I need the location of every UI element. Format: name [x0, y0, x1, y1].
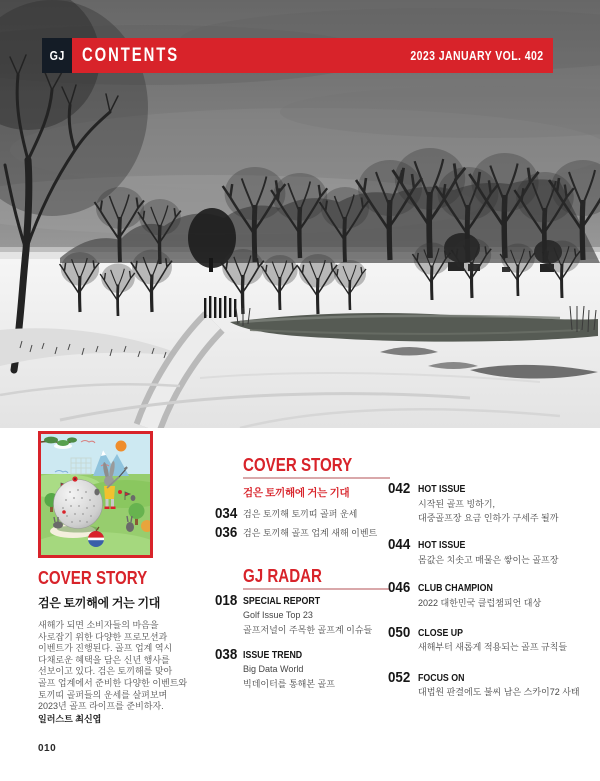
entry-line: Golf Issue Top 23 — [243, 610, 313, 620]
entry-line: 대법원 판결에도 불씨 남은 스카이72 사태 — [418, 687, 580, 698]
cover-illustration — [41, 434, 150, 555]
entry-page-number: 046 — [388, 580, 411, 597]
header-red-bar — [72, 38, 553, 73]
gj-logo — [42, 38, 72, 73]
toc-entry-044 — [388, 537, 588, 566]
entry-line: 빅데이터를 통해본 골프 — [243, 679, 335, 690]
cover-story-body — [38, 620, 188, 713]
entry-title: CLOSE UP — [418, 627, 463, 639]
entry-line: 골프저널이 주목한 골프계 이슈들 — [243, 624, 373, 635]
entry-page-number: 050 — [388, 624, 411, 641]
toc-entry-034 — [215, 505, 391, 522]
entry-title: HOT ISSUE — [418, 540, 466, 552]
entry-line: 대중골프장 요금 인하가 구세주 될까 — [418, 513, 559, 524]
entry-title: FOCUS ON — [418, 672, 465, 684]
body-line: 새해가 되면 소비자들의 마음을 — [38, 620, 159, 630]
entry-page-number: 034 — [215, 505, 238, 522]
body-line: 선보이고 있다. 검은 토끼해를 맞아 — [38, 666, 173, 677]
entry-line: 2022 대한민국 클럽챔피언 대상 — [418, 597, 542, 608]
entry-page-number: 044 — [388, 537, 411, 554]
cover-story-summary — [38, 568, 188, 725]
entry-page-number: 042 — [388, 481, 411, 497]
toc-entry-050 — [388, 624, 588, 654]
entry-line: 검은 토끼해 골프 업계 새해 이벤트 — [243, 527, 378, 538]
entry-title: HOT ISSUE — [418, 484, 466, 495]
entry-page-number: 018 — [215, 592, 238, 609]
page-number: 010 — [38, 743, 57, 754]
body-line: 다채로운 혜택을 담은 신년 행사를 — [38, 654, 170, 665]
cover-story-heading: COVER STORY — [38, 568, 148, 588]
toc-entry-042 — [388, 481, 588, 524]
contents-header — [42, 38, 553, 73]
toc-entry-046 — [388, 580, 588, 609]
cover-story-title: 검은 토끼해에 거는 기대 — [38, 596, 161, 610]
illustrator-credit: 일러스트 최신엽 — [38, 713, 102, 724]
toc-section-gj-radar — [215, 567, 391, 704]
body-line: 2023년 골프 라이프를 준비하자. — [38, 701, 164, 712]
entry-title: SPECIAL REPORT — [243, 595, 321, 607]
toc-entry-052 — [388, 669, 588, 699]
entry-line: 몸값은 치솟고 매물은 쌓이는 골프장 — [418, 554, 559, 565]
magazine-cover-thumbnail — [38, 431, 153, 558]
body-line: 토끼띠 골퍼들의 운세를 살펴보며 — [38, 689, 168, 700]
entry-page-number: 038 — [215, 646, 238, 663]
issue-volume-label: 2023 JANUARY VOL. 402 — [409, 48, 543, 63]
gj-logo-text: GJ — [49, 48, 65, 63]
entry-line: Big Data World — [243, 664, 304, 675]
body-line: 골프 업계에서 준비한 다양한 이벤트와 — [38, 677, 188, 688]
section-divider — [243, 477, 390, 479]
entry-line: 시작된 골프 빙하기, — [418, 498, 496, 509]
body-line: 사로잡기 위한 다양한 프로모션과 — [38, 631, 168, 642]
toc-section-cover-story — [215, 456, 391, 547]
entry-page-number: 052 — [388, 669, 411, 686]
toc-entry-036 — [215, 524, 391, 541]
entry-title: CLUB CHAMPION — [418, 583, 493, 595]
section-heading-gj-radar: GJ RADAR — [243, 566, 322, 586]
section-heading-cover-story: COVER STORY — [243, 455, 353, 475]
toc-right-column — [388, 481, 588, 698]
entry-page-number: 036 — [215, 524, 238, 541]
entry-line: 새해부터 새롭게 적용되는 골프 규칙들 — [418, 642, 568, 653]
toc-entry-018 — [215, 592, 391, 636]
section-divider — [243, 588, 390, 590]
contents-title: CONTENTS — [82, 44, 180, 66]
body-line: 이벤트가 진행된다. 골프 업계 역시 — [38, 643, 173, 654]
entry-line: 검은 토끼해 토끼띠 골퍼 운세 — [243, 508, 358, 519]
toc-entry-038 — [215, 646, 391, 690]
section-subheading: 검은 토끼해에 거는 기대 — [243, 486, 350, 499]
entry-title: ISSUE TREND — [243, 649, 303, 661]
